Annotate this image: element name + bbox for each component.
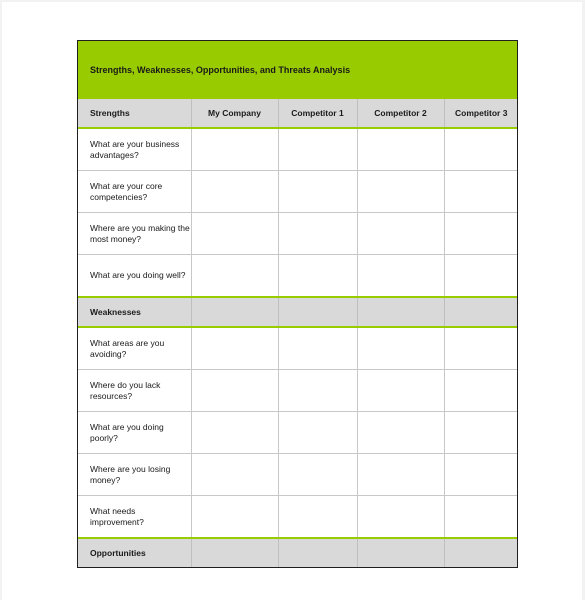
competitor-3-cell[interactable]	[444, 496, 518, 539]
header-competitor-3: Competitor 3	[444, 99, 518, 128]
competitor-1-cell[interactable]	[278, 412, 357, 454]
my-company-cell[interactable]	[191, 213, 278, 255]
section-label-opportunities: Opportunities	[78, 538, 191, 568]
header-strengths: Strengths	[78, 99, 191, 128]
table-row	[78, 327, 518, 370]
competitor-1-cell[interactable]	[278, 454, 357, 496]
competitor-1-cell[interactable]	[278, 171, 357, 213]
table-row	[78, 454, 518, 496]
question-label: What are your business advantages?	[78, 128, 191, 171]
competitor-2-cell[interactable]	[357, 213, 444, 255]
header-my-company: My Company	[191, 99, 278, 128]
my-company-cell[interactable]	[191, 370, 278, 412]
my-company-cell[interactable]	[191, 496, 278, 539]
table-row	[78, 213, 518, 255]
my-company-cell[interactable]	[191, 454, 278, 496]
competitor-2-cell[interactable]	[357, 128, 444, 171]
competitor-3-cell[interactable]	[444, 412, 518, 454]
competitor-2-cell[interactable]	[357, 496, 444, 539]
table-row	[78, 496, 518, 539]
my-company-cell[interactable]	[191, 128, 278, 171]
competitor-3-cell[interactable]	[444, 327, 518, 370]
question-label: Where do you lack resources?	[78, 370, 191, 412]
question-label: What areas are you avoiding?	[78, 327, 191, 370]
competitor-3-cell[interactable]	[444, 255, 518, 298]
swot-table	[78, 99, 518, 568]
competitor-1-cell[interactable]	[278, 255, 357, 298]
my-company-cell[interactable]	[191, 412, 278, 454]
page	[2, 2, 582, 600]
table-row	[78, 255, 518, 298]
my-company-cell[interactable]	[191, 255, 278, 298]
competitor-3-cell[interactable]	[444, 128, 518, 171]
competitor-3-cell[interactable]	[444, 171, 518, 213]
competitor-2-cell[interactable]	[357, 327, 444, 370]
competitor-3-cell[interactable]	[444, 454, 518, 496]
question-label: Where are you losing money?	[78, 454, 191, 496]
section-label-weaknesses: Weaknesses	[78, 297, 191, 327]
question-label: What are your core competencies?	[78, 171, 191, 213]
header-competitor-2: Competitor 2	[357, 99, 444, 128]
competitor-2-cell[interactable]	[357, 412, 444, 454]
competitor-3-cell[interactable]	[444, 370, 518, 412]
table-row	[78, 171, 518, 213]
competitor-1-cell[interactable]	[278, 213, 357, 255]
table-row	[78, 412, 518, 454]
my-company-cell[interactable]	[191, 327, 278, 370]
my-company-cell[interactable]	[191, 171, 278, 213]
question-label: What are you doing well?	[78, 255, 191, 298]
document-title: Strengths, Weaknesses, Opportunities, and Threats Analysis	[78, 41, 517, 99]
question-label: What are you doing poorly?	[78, 412, 191, 454]
table-row	[78, 128, 518, 171]
competitor-1-cell[interactable]	[278, 327, 357, 370]
section-row-opportunities	[78, 538, 518, 568]
competitor-2-cell[interactable]	[357, 370, 444, 412]
competitor-2-cell[interactable]	[357, 255, 444, 298]
competitor-3-cell[interactable]	[444, 213, 518, 255]
header-row	[78, 99, 518, 128]
competitor-2-cell[interactable]	[357, 171, 444, 213]
header-competitor-1: Competitor 1	[278, 99, 357, 128]
question-label: Where are you making the most money?	[78, 213, 191, 255]
question-label: What needs improvement?	[78, 496, 191, 539]
swot-document	[77, 40, 518, 568]
competitor-1-cell[interactable]	[278, 370, 357, 412]
table-row	[78, 370, 518, 412]
competitor-2-cell[interactable]	[357, 454, 444, 496]
section-row-weaknesses	[78, 297, 518, 327]
competitor-1-cell[interactable]	[278, 128, 357, 171]
competitor-1-cell[interactable]	[278, 496, 357, 539]
